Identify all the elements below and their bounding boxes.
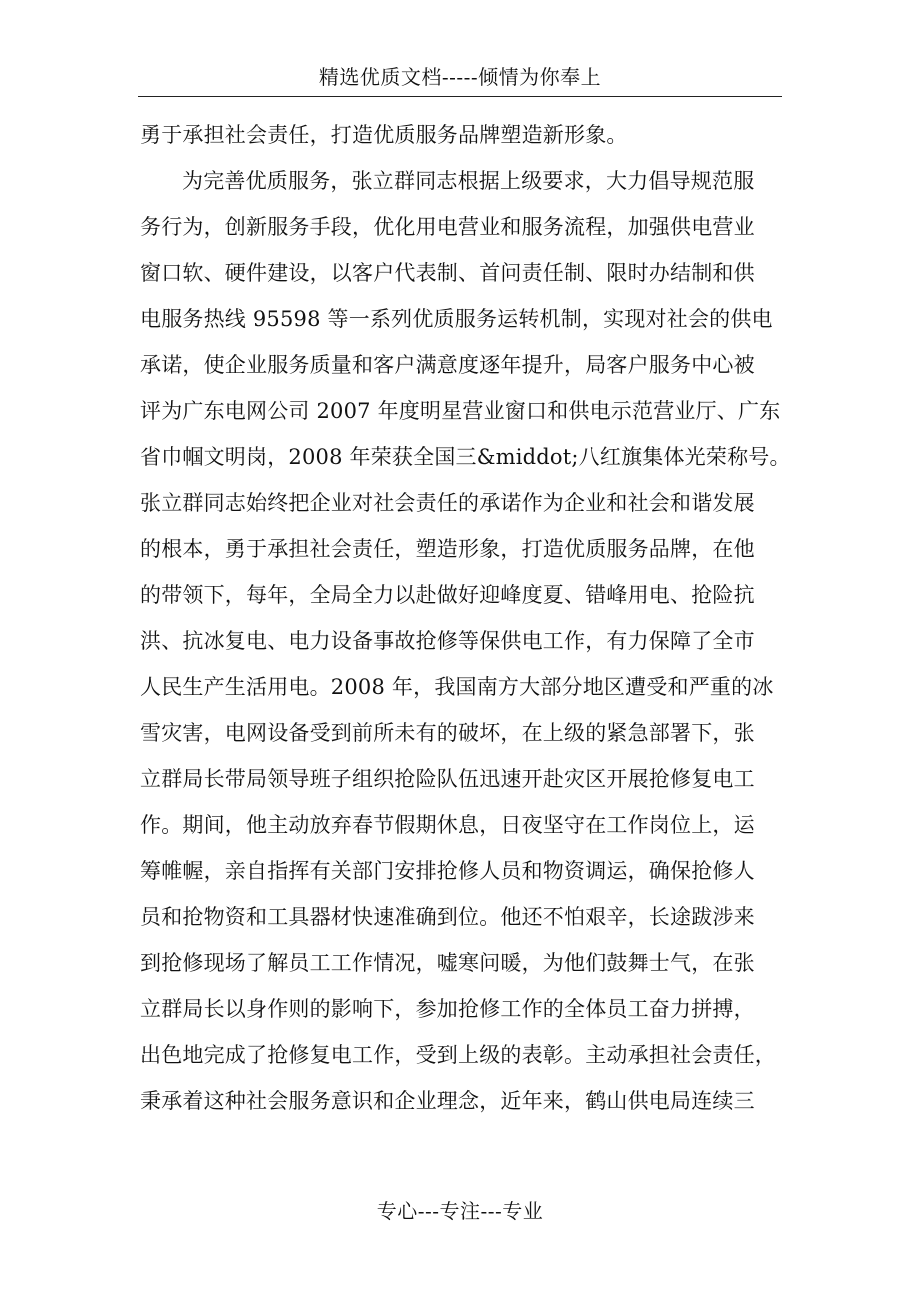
text-line: 人民生产生活用电。2008 年，我国南方大部分地区遭受和严重的冰 bbox=[140, 675, 774, 699]
page-footer: 专心---专注---专业 bbox=[376, 1199, 544, 1223]
text-line: 员和抢物资和工具器材快速准确到位。他还不怕艰辛，长途跋涉来 bbox=[140, 905, 755, 929]
page-header: 精选优质文档-----倾情为你奉上 bbox=[318, 65, 602, 89]
text-line: 的带领下，每年，全局全力以赴做好迎峰度夏、错峰用电、抢险抗 bbox=[140, 583, 755, 607]
text-line: 雪灾害，电网设备受到前所未有的破坏，在上级的紧急部署下，张 bbox=[140, 721, 755, 745]
text-line: 到抢修现场了解员工工作情况，嘘寒问暖，为他们鼓舞士气，在张 bbox=[140, 951, 755, 975]
text-line: 作。期间，他主动放弃春节假期休息，日夜坚守在工作岗位上，运 bbox=[140, 813, 755, 837]
text-line: 勇于承担社会责任，打造优质服务品牌塑造新形象。 bbox=[140, 123, 628, 147]
header-divider bbox=[138, 96, 782, 97]
text-line: 洪、抗冰复电、电力设备事故抢修等保供电工作，有力保障了全市 bbox=[140, 629, 755, 653]
text-line: 张立群同志始终把企业对社会责任的承诺作为企业和社会和谐发展 bbox=[140, 491, 755, 515]
text-line: 省巾帼文明岗，2008 年荣获全国三&middot;八红旗集体光荣称号。 bbox=[140, 445, 791, 469]
text-line: 评为广东电网公司 2007 年度明星营业窗口和供电示范营业厅、广东 bbox=[140, 399, 781, 423]
text-line: 立群局长以身作则的影响下，参加抢修工作的全体员工奋力拼搏， bbox=[140, 997, 755, 1021]
text-line-paragraph-start: 为完善优质服务，张立群同志根据上级要求，大力倡导规范服 bbox=[182, 169, 755, 193]
text-line: 窗口软、硬件建设，以客户代表制、首问责任制、限时办结制和供 bbox=[140, 261, 755, 285]
text-line: 电服务热线 95598 等一系列优质服务运转机制，实现对社会的供电 bbox=[140, 307, 773, 331]
text-line: 出色地完成了抢修复电工作，受到上级的表彰。主动承担社会责任， bbox=[140, 1043, 776, 1067]
text-line: 秉承着这种社会服务意识和企业理念，近年来，鹤山供电局连续三 bbox=[140, 1089, 755, 1113]
text-line: 筹帷幄，亲自指挥有关部门安排抢修人员和物资调运，确保抢修人 bbox=[140, 859, 755, 883]
text-line: 立群局长带局领导班子组织抢险队伍迅速开赴灾区开展抢修复电工 bbox=[140, 767, 755, 791]
text-line: 承诺，使企业服务质量和客户满意度逐年提升，局客户服务中心被 bbox=[140, 353, 755, 377]
document-body bbox=[140, 112, 791, 1124]
text-line: 的根本，勇于承担社会责任，塑造形象，打造优质服务品牌，在他 bbox=[140, 537, 755, 561]
text-line: 务行为，创新服务手段，优化用电营业和服务流程，加强供电营业 bbox=[140, 215, 755, 239]
